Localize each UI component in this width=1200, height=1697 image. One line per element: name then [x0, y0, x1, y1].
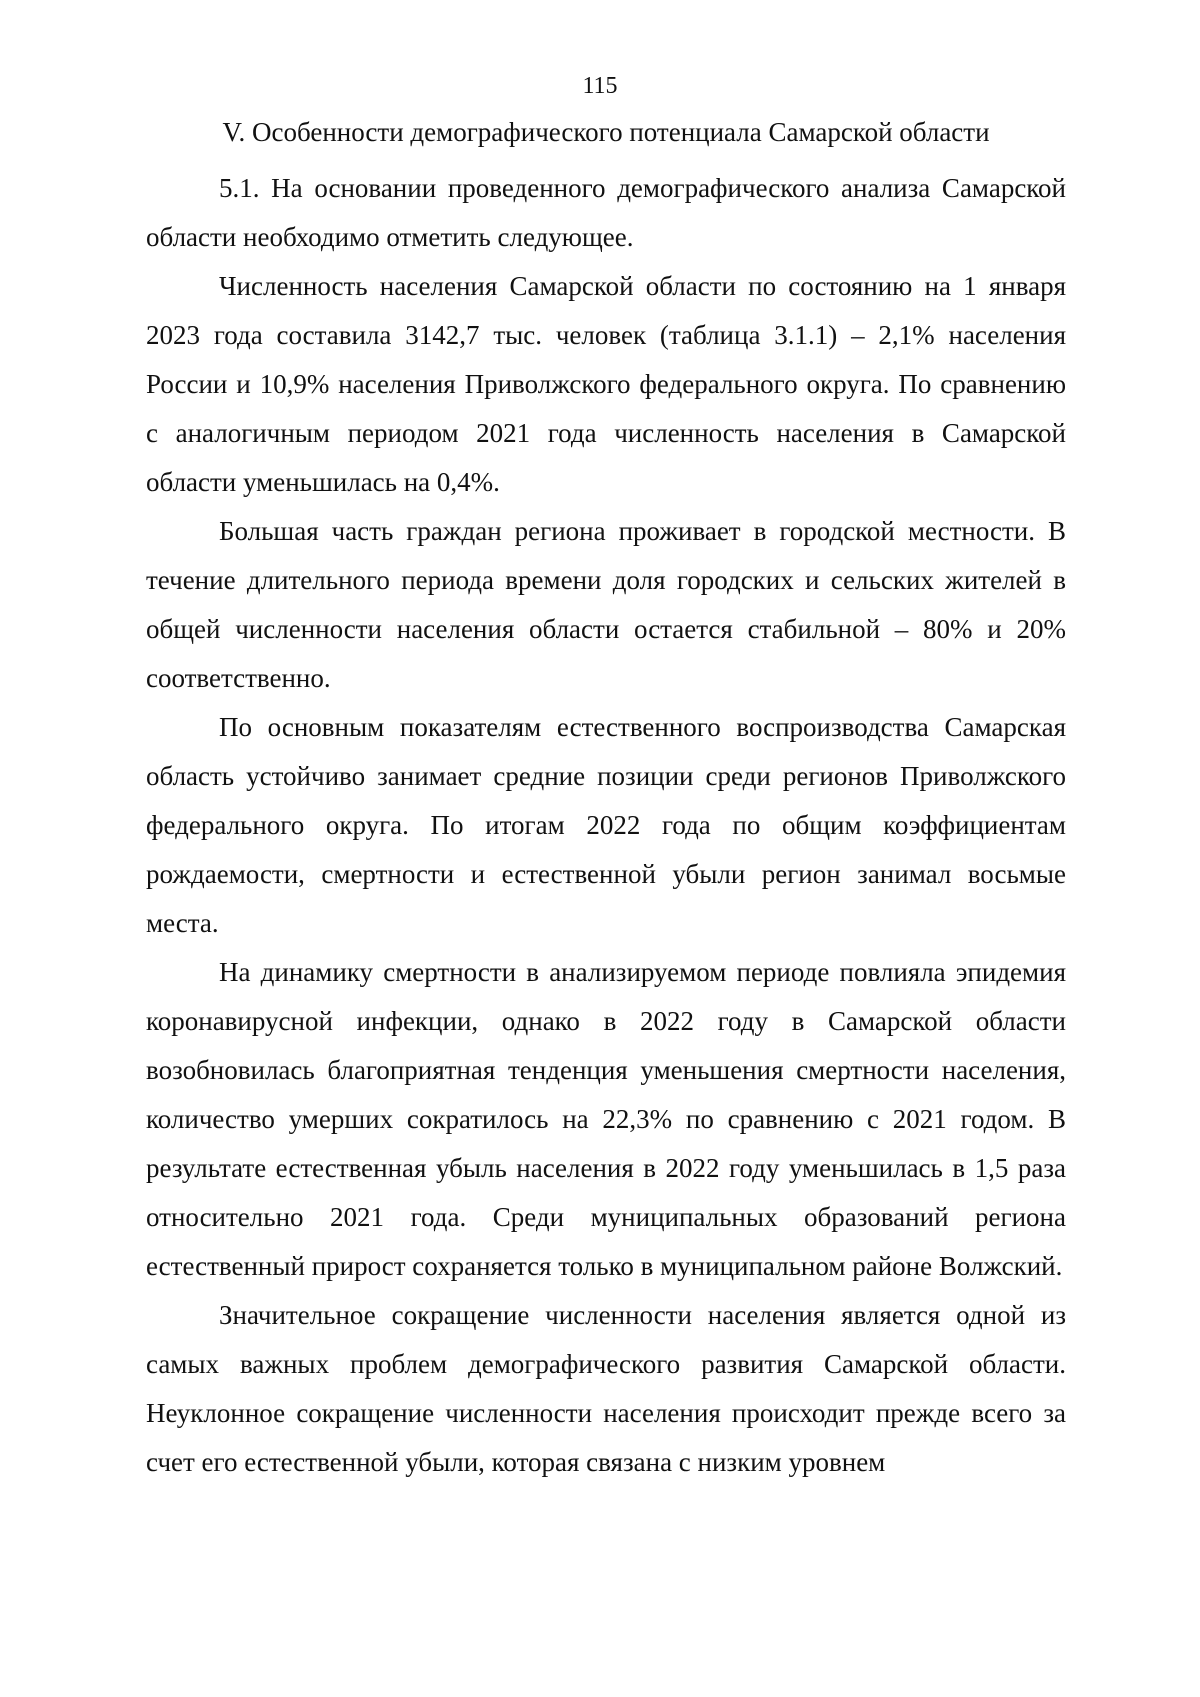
paragraph-urban-rural: Большая часть граждан региона проживает в городской местности. В течение длительного периода времени доля городских и сельских жителей в общей численности населения области остается стабильной – 80% и 20% соответственно.	[146, 516, 1066, 693]
body-text	[146, 164, 1066, 1487]
paragraph-decline: Значительное сокращение численности населения является одной из самых важных проблем демографического развития Самарской области. Неуклонное сокращение численности населения происходит прежде всего за счет его естественной убыли, которая связана с низким уровнем	[146, 1300, 1066, 1477]
paragraph-mortality: На динамику смертности в анализируемом периоде повлияла эпидемия коронавирусной инфекции, однако в 2022 году в Самарской области возобновилась благоприятная тенденция уменьшения смертности населения, количество умерших сократилось на 22,3% по сравнению с 2021 годом. В результате естественная убыль населения в 2022 году уменьшилась в 1,5 раза относительно 2021 года. Среди муниципальных образований региона естественный прирост сохраняется только в муниципальном районе Волжский.	[146, 957, 1066, 1281]
paragraph-natural-reproduction: По основным показателям естественного воспроизводства Самарская область устойчиво занимает средние позиции среди регионов Приволжского федерального округа. По итогам 2022 года по общим коэффициентам рождаемости, смертности и естественной убыли регион занимал восьмые места.	[146, 712, 1066, 938]
section-title: V. Особенности демографического потенциала Самарской области	[222, 117, 990, 147]
paragraph-population: Численность населения Самарской области по состоянию на 1 января 2023 года составила 3142,7 тыс. человек (таблица 3.1.1) – 2,1% населения России и 10,9% населения Приволжского федерального округа. По сравнению с аналогичным периодом 2021 года численность населения в Самарской области уменьшилась на 0,4%.	[146, 271, 1066, 497]
page-number: 115	[582, 73, 618, 99]
paragraph-intro: 5.1. На основании проведенного демографического анализа Самарской области необходимо отметить следующее.	[146, 173, 1066, 252]
